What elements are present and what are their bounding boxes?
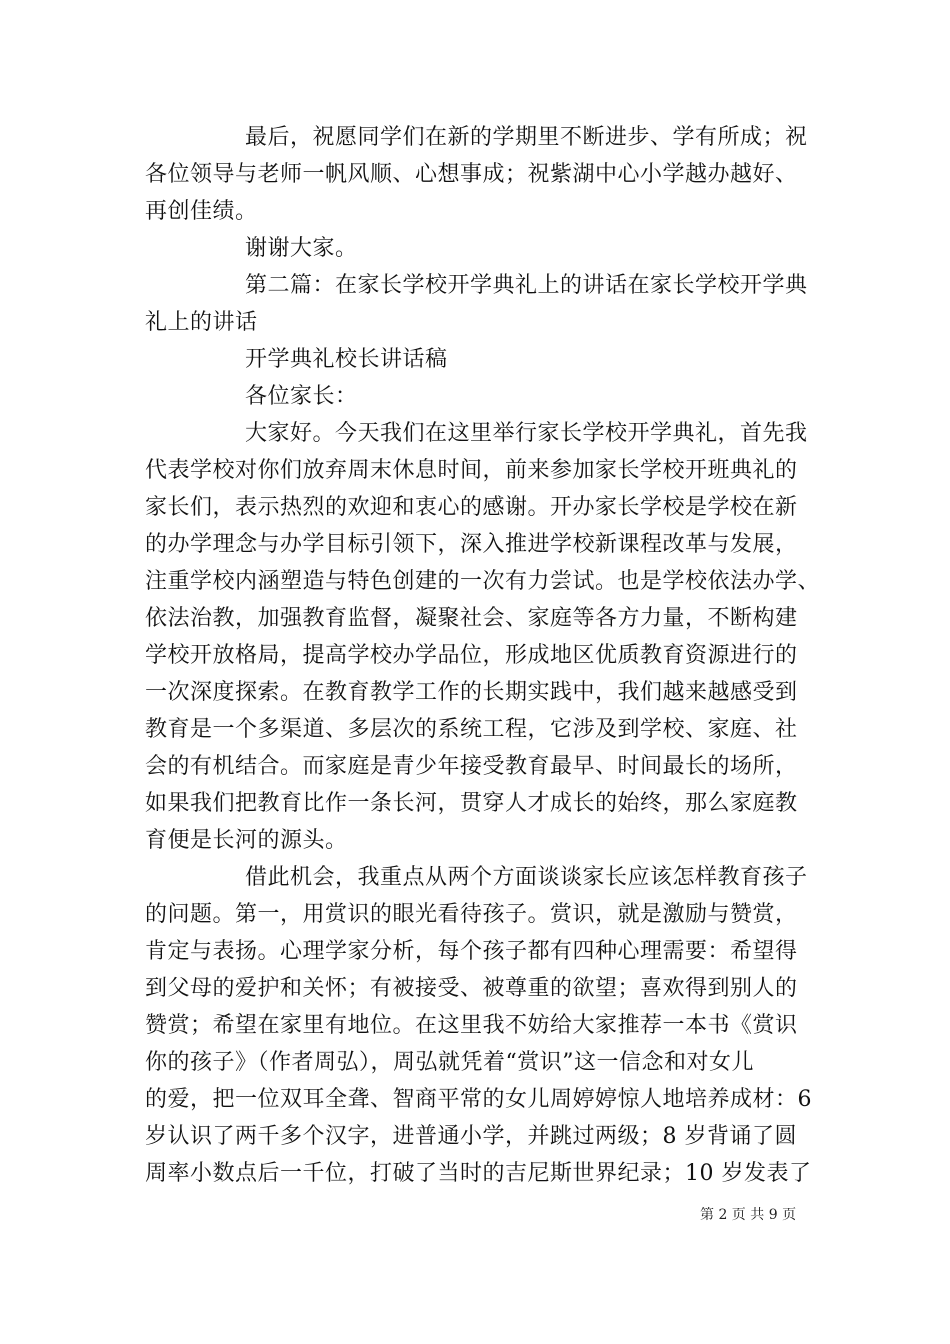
text-line: 代表学校对你们放弃周末休息时间，前来参加家长学校开班典礼的 [145, 458, 798, 483]
text-line: 的问题。第一，用赏识的眼光看待孩子。赏识，就是激励与赞赏， [145, 902, 798, 927]
speech-title: 开学典礼校长讲话稿 [245, 347, 448, 372]
text-line: 会的有机结合。而家庭是青少年接受教育最早、时间最长的场所， [145, 754, 798, 779]
text-line: 一次深度探索。在教育教学工作的长期实践中，我们越来越感受到 [145, 680, 798, 705]
text-line: 家长们，表示热烈的欢迎和衷心的感谢。开办家长学校是学校在新 [145, 495, 798, 520]
text-line: 周率小数点后一千位，打破了当时的吉尼斯世界纪录；10 岁发表了 [145, 1161, 812, 1186]
text-line: 再创佳绩。 [145, 199, 258, 224]
text-line: 教育是一个多渠道、多层次的系统工程，它涉及到学校、家庭、社 [145, 717, 798, 742]
text-line: 各位领导与老师一帆风顺、心想事成；祝紫湖中心小学越办越好、 [145, 162, 798, 187]
text-line: 你的孩子》（作者周弘），周弘就凭着“赏识”这一信念和对女儿 [145, 1050, 754, 1075]
text-line: 谢谢大家。 [245, 236, 358, 261]
text-line: 借此机会，我重点从两个方面谈谈家长应该怎样教育孩子 [245, 865, 808, 890]
text-line: 到父母的爱护和关怀；有被接受、被尊重的欲望；喜欢得到别人的 [145, 976, 798, 1001]
text-line: 育便是长河的源头。 [145, 828, 348, 853]
text-line: 如果我们把教育比作一条长河，贯穿人才成长的始终，那么家庭教 [145, 791, 798, 816]
section-heading: 礼上的讲话 [145, 310, 258, 335]
text-line: 的办学理念与办学目标引领下，深入推进学校新课程改革与发展， [145, 532, 798, 557]
text-line: 的爱，把一位双耳全聋、智商平常的女儿周婷婷惊人地培养成材：6 [145, 1087, 812, 1112]
text-line: 岁认识了两千多个汉字，进普通小学，并跳过两级；8 岁背诵了圆 [145, 1124, 797, 1149]
section-heading: 第二篇：在家长学校开学典礼上的讲话在家长学校开学典 [245, 273, 808, 298]
text-line: 注重学校内涵塑造与特色创建的一次有力尝试。也是学校依法办学、 [145, 569, 821, 594]
page-number: 第 2 页 共 9 页 [700, 1207, 797, 1223]
text-line: 学校开放格局，提高学校办学品位，形成地区优质教育资源进行的 [145, 643, 798, 668]
text-line: 肯定与表扬。心理学家分析，每个孩子都有四种心理需要：希望得 [145, 939, 798, 964]
text-line: 最后，祝愿同学们在新的学期里不断进步、学有所成；祝 [245, 125, 808, 150]
text-line: 赞赏；希望在家里有地位。在这里我不妨给大家推荐一本书《赏识 [145, 1013, 798, 1038]
salutation: 各位家长： [245, 384, 358, 409]
text-line: 大家好。今天我们在这里举行家长学校开学典礼，首先我 [245, 421, 808, 446]
text-line: 依法治教，加强教育监督，凝聚社会、家庭等各方力量，不断构建 [145, 606, 798, 631]
